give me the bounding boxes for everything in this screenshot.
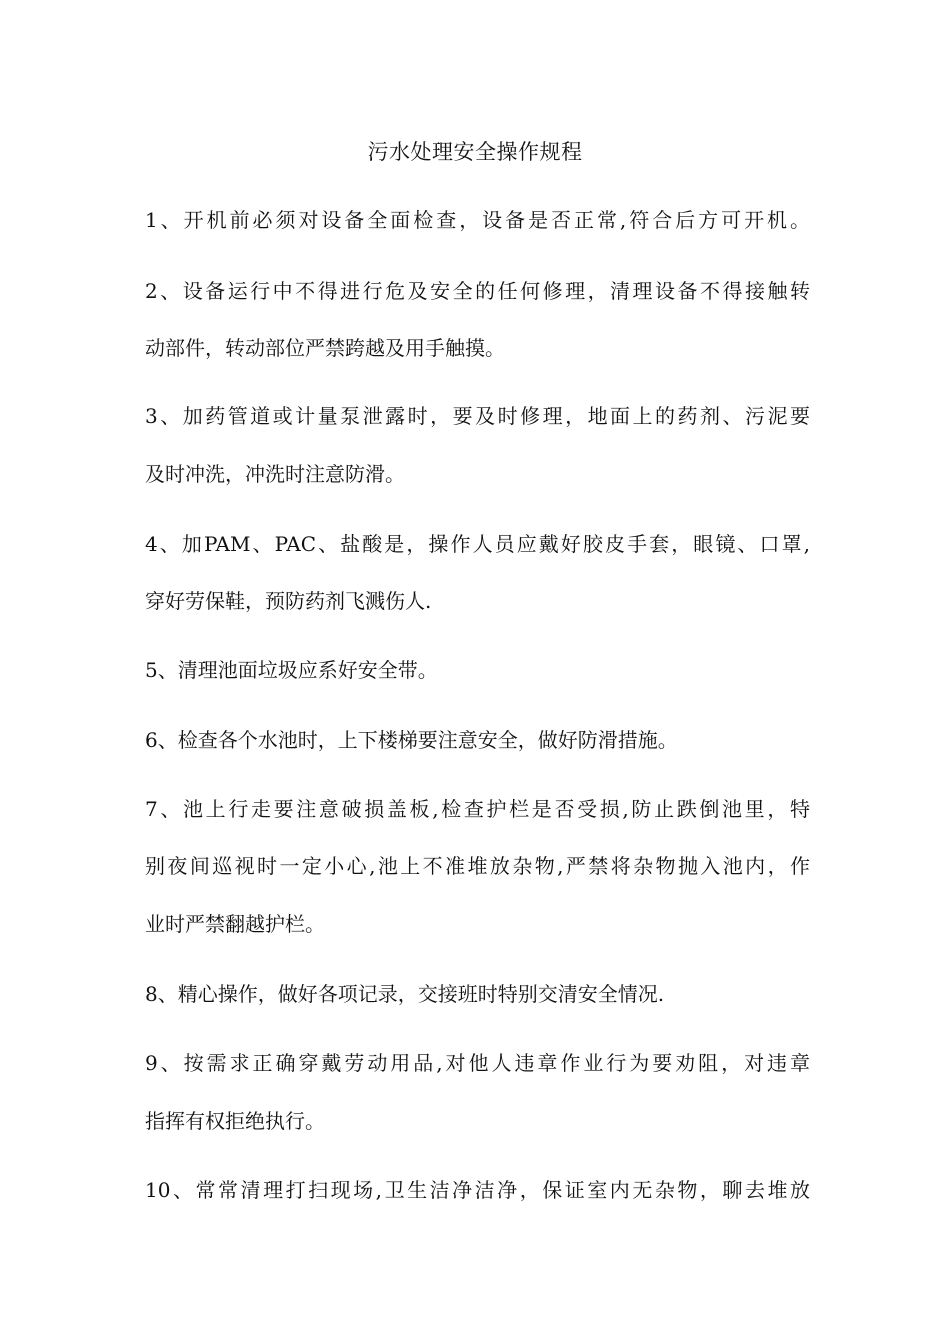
rule-6-line-1: 6、检查各个水池时，上下楼梯要注意安全，做好防滑措施。 <box>145 728 678 752</box>
rule-4-line-1: 4、加PAM、PAC、盐酸是，操作人员应戴好胶皮手套，眼镜、口罩, <box>145 532 810 556</box>
rule-1-line-1: 1、开机前必须对设备全面检查，设备是否正常,符合后方可开机。 <box>145 208 810 232</box>
rule-9-line-2: 指挥有权拒绝执行。 <box>145 1109 325 1133</box>
rule-10-line-1: 10、常常清理打扫现场,卫生洁净洁净，保证室内无杂物，聊去堆放 <box>145 1178 810 1202</box>
document-title: 污水处理安全操作规程 <box>367 140 583 164</box>
rule-3-line-1: 3、加药管道或计量泵泄露时，要及时修理，地面上的药剂、污泥要 <box>145 404 810 428</box>
rule-7-line-2: 别夜间巡视时一定小心,池上不准堆放杂物,严禁将杂物抛入池内，作 <box>145 854 810 878</box>
rule-5-line-1: 5、清理池面垃圾应系好安全带。 <box>145 658 438 682</box>
rule-2-line-2: 动部件，转动部位严禁跨越及用手触摸。 <box>145 336 505 360</box>
rule-7-line-1: 7、池上行走要注意破损盖板,检查护栏是否受损,防止跌倒池里，特 <box>145 797 810 821</box>
rule-3-line-2: 及时冲洗，冲洗时注意防滑。 <box>145 462 405 486</box>
rule-7-line-3: 业时严禁翻越护栏。 <box>145 912 325 936</box>
rule-8-line-1: 8、精心操作，做好各项记录，交接班时特别交清安全情况. <box>145 982 665 1006</box>
rule-2-line-1: 2、设备运行中不得进行危及安全的任何修理，清理设备不得接触转 <box>145 279 810 303</box>
rule-4-line-2: 穿好劳保鞋，预防药剂飞溅伤人. <box>145 589 432 613</box>
rule-9-line-1: 9、按需求正确穿戴劳动用品,对他人违章作业行为要劝阻，对违章 <box>145 1051 810 1075</box>
